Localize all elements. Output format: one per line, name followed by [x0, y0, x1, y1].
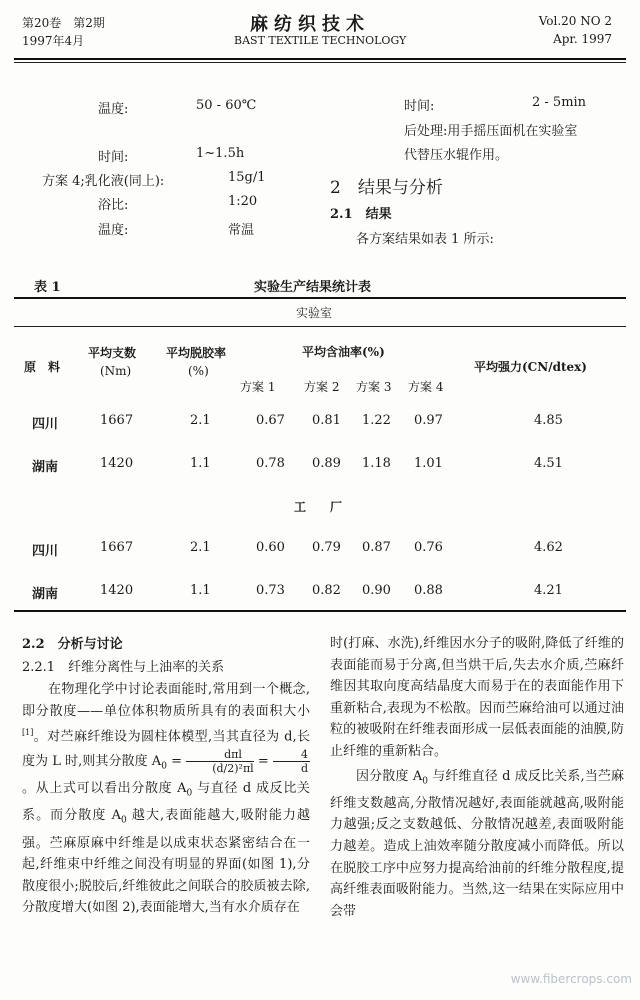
table-header-count-unit: (Nm) [100, 364, 132, 378]
table-group-lab: 实验室 [296, 306, 333, 320]
table-cell-degum: 2.1 [190, 540, 211, 555]
table-header-plan: 方案 2 [304, 380, 340, 394]
header-rule-thin [14, 62, 626, 63]
header-rule [14, 58, 626, 60]
param-value: 15g/1 [228, 170, 266, 185]
table-cell-oil: 0.76 [414, 540, 443, 555]
param-label: 方案 4;乳化液(同上): [42, 174, 165, 189]
table-cell-strength: 4.51 [534, 456, 563, 471]
table-cell-oil: 0.78 [256, 456, 285, 471]
journal-date: 1997年4月 [22, 34, 85, 48]
table-label: 表 1 [34, 280, 61, 295]
table-cell-count: 1420 [100, 456, 134, 471]
table-cell-strength: 4.85 [534, 413, 563, 428]
table-cell-oil: 0.81 [312, 413, 341, 428]
table-cell-oil: 1.18 [362, 456, 391, 471]
journal-volume-issue: 第20卷 第2期 [22, 16, 105, 30]
table-cell-strength: 4.21 [534, 583, 563, 598]
param-label: 温度: [98, 223, 129, 238]
table-header-material: 原 料 [24, 360, 61, 374]
table-cell-oil: 1.01 [414, 456, 443, 471]
post-treatment-line: 代替压水辊作用。 [404, 148, 509, 163]
table-header-plan: 方案 1 [240, 380, 276, 394]
fraction-result: $\frac{4}{d}$ [273, 748, 310, 775]
table-cell-degum: 1.1 [190, 456, 211, 471]
table-cell-count: 1667 [100, 413, 134, 428]
table-cell-oil: 0.67 [256, 413, 285, 428]
table-title: 实验生产结果统计表 [254, 280, 372, 295]
table-cell-degum: 1.1 [190, 583, 211, 598]
table-cell-oil: 0.73 [256, 583, 285, 598]
journal-date-en: Apr. 1997 [553, 32, 612, 46]
right-column-text: 时(打麻、水洗),纤维因水分子的吸附,降低了纤维的表面能而易于分离,但当烘干后,失去水介质,苎麻纤维因其取向度高结晶度大而易于在的表面能作用下重新粘合,表现为不松散。因而苎麻给油可以通过油粒的被吸附在纤维表面形成一层低表面能的油膜,防止纤维的重新粘合。 因分散度 $A_0$ 与纤维直径 d 成反比关系,当苎麻纤维支数越高,分散情况越好,表面能就越高,吸附能力越强;反之支数越低、分散情况越差,表面吸附能力越差。造成上油效率随分散度减小而降低。所以在脱胶工序中应努力提高给油前的纤维分散程度,提高纤维表面吸附能力。当然,这一结果在实际应用中会带 [330, 636, 624, 919]
section-title: 2 结果与分析 [330, 178, 443, 198]
watermark: www.fibercrops.com [510, 972, 632, 986]
table-cell-oil: 0.87 [362, 540, 391, 555]
param-label: 时间: [98, 150, 129, 165]
section-heading: 2.2 分析与讨论 [22, 637, 123, 652]
table-cell-count: 1420 [100, 583, 134, 598]
table-cell-material: 湖南 [32, 587, 59, 602]
table-cell-oil: 0.88 [414, 583, 443, 598]
post-treatment-line: 后处理:用手摇压面机在实验室 [404, 124, 578, 139]
table-cell-oil: 0.90 [362, 583, 391, 598]
table-cell-material: 四川 [32, 544, 59, 559]
table-cell-oil: 0.79 [312, 540, 341, 555]
table-header-oil: 平均含油率(%) [302, 345, 385, 359]
table-cell-strength: 4.62 [534, 540, 563, 555]
table-group-rule [14, 326, 626, 327]
table-cell-oil: 0.97 [414, 413, 443, 428]
param-value: 1~1.5h [196, 146, 245, 161]
table-cell-oil: 1.22 [362, 413, 391, 428]
table-cell-oil: 0.89 [312, 456, 341, 471]
table-header-degum: 平均脱胶率 [166, 346, 227, 360]
table-cell-oil: 0.82 [312, 583, 341, 598]
table-header-degum-unit: (%) [188, 364, 209, 378]
left-column-text: 在物理化学中讨论表面能时,常用到一个概念,即分散度——单位体积物质所具有的表面积大小[1]。对苎麻纤维设为圆柱体模型,当其直径为 d,长度为 L 时,则其分散度 $A_0$ = $\frac{\text{dπl}}{\text{(d/2)²πl}}$ = $\frac{4}{d}$ 。从上式可以看出分散度 $A_0$ 与直径 d 成反比关系。而分散度 $A_0$ 越大,表面能越大,吸附能力越强。苎麻原麻中纤维是以成束状态紧密结合在一起,纤维束中纤维之间没有明显的界面(如图 1),分散度很小;脱胶后,纤维彼此之间联合的胶质被去除,分散度增大(如图 2),表面能增大,当有水介质存在 [22, 682, 310, 916]
subsection-text: 各方案结果如表 1 所示: [356, 232, 494, 247]
subsection-heading: 2.2.1 纤维分离性与上油率的关系 [22, 660, 225, 675]
table-header-count: 平均支数 [88, 346, 137, 360]
journal-title-cn: 麻纺织技术 [250, 14, 370, 35]
table-group-factory: 工 厂 [294, 500, 343, 514]
table-cell-material: 四川 [32, 417, 59, 432]
param-value: 常温 [228, 223, 255, 238]
table-cell-oil: 0.60 [256, 540, 285, 555]
param-label: 温度: [98, 102, 129, 117]
param-value: 50 - 60℃ [196, 98, 257, 113]
journal-title-en: BAST TEXTILE TECHNOLOGY [234, 34, 407, 47]
table-bottom-rule [14, 610, 626, 612]
table-cell-count: 1667 [100, 540, 134, 555]
table-cell-degum: 2.1 [190, 413, 211, 428]
table-top-rule [14, 297, 626, 299]
table-header-plan: 方案 3 [356, 380, 392, 394]
subsection-title: 2.1 结果 [330, 207, 392, 222]
table-cell-material: 湖南 [32, 460, 59, 475]
param-value: 1:20 [228, 194, 258, 209]
time-value: 2 - 5min [532, 95, 587, 110]
journal-volume-en: Vol.20 NO 2 [538, 14, 612, 28]
time-label: 时间: [404, 99, 435, 114]
table-header-plan: 方案 4 [408, 380, 444, 394]
table-header-strength: 平均强力(CN/dtex) [474, 360, 587, 374]
param-label: 浴比: [98, 198, 129, 213]
fraction-dispersion: $\frac{\text{dπl}}{\text{(d/2)²πl}}$ [186, 748, 254, 775]
